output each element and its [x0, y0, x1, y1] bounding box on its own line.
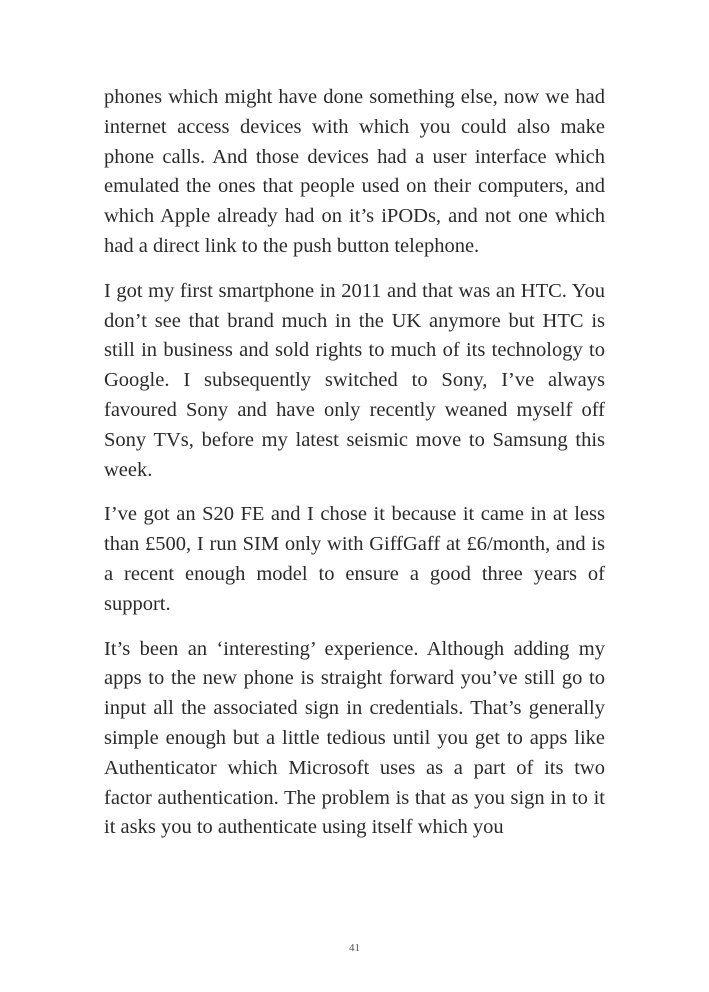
paragraph-2: I got my first smartphone in 2011 and that was an HTC. You don’t see that brand much in the UK anymore but HTC is still in business and sold rights to much of its technology to Google. I subsequently switched to Sony, I’ve always favoured Sony and have only recently weaned myself off Sony TVs, before my latest seismic move to Samsung this week. [104, 279, 605, 481]
paragraph-3: I’ve got an S20 FE and I chose it because it came in at less than £500, I run SIM only with GiffGaff at £6/month, and is a recent enough model to ensure a good three years of support. [104, 503, 605, 615]
paragraph-1: phones which might have done something else, now we had internet access devices with which you could also make phone calls. And those devices had a user interface which emulated the ones that people used on their computers, and which Apple already had on it’s iPODs, and not one which had a direct link to the push button telephone. [104, 86, 605, 257]
page-number: 41 [349, 942, 360, 954]
body-text [104, 83, 605, 858]
paragraph-4: It’s been an ‘interesting’ experience. Although adding my apps to the new phone is straight forward you’ve still go to input all the associated sign in credentials. That’s generally simple enough but a little tedious until you get to apps like Authenticator which Microsoft uses as a part of its two factor authentication. The problem is that as you sign in to it it asks you to authenticate using itself which you [104, 637, 605, 839]
